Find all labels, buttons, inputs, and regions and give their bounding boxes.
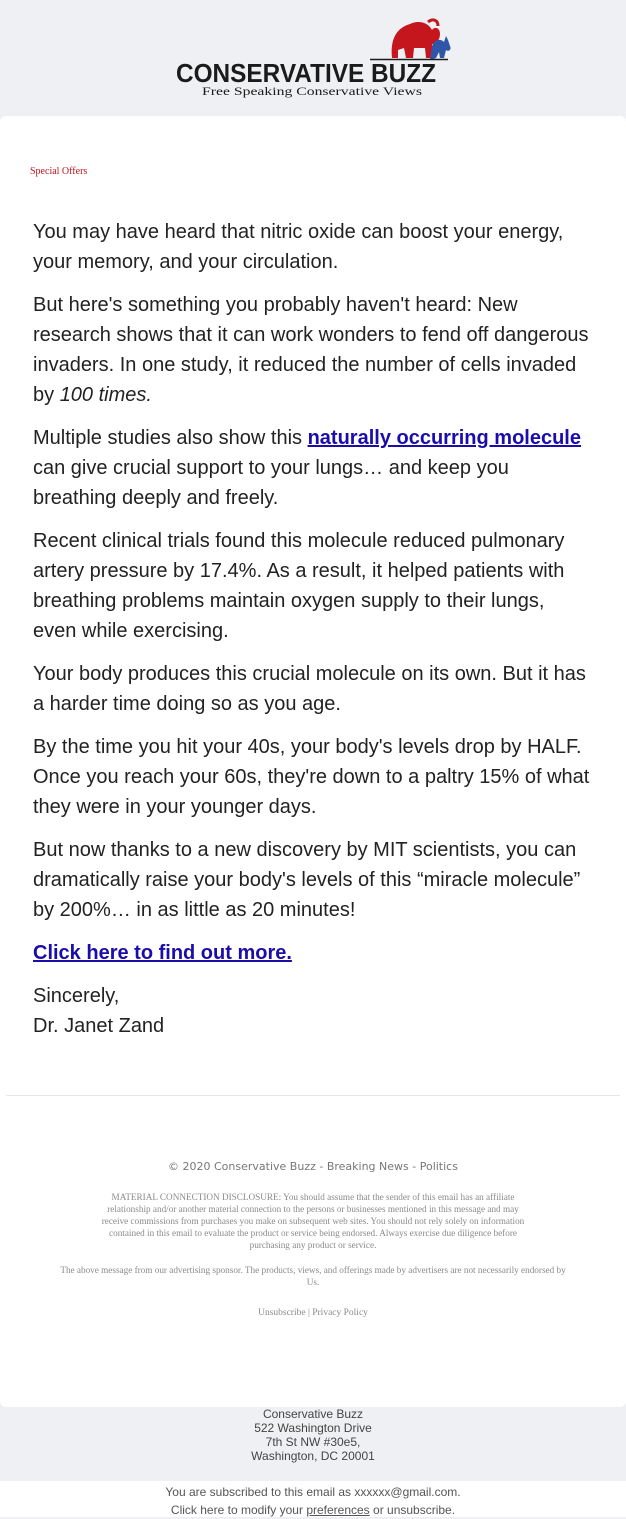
disclosure-text: MATERIAL CONNECTION DISCLOSURE: You should assume that the sender of this email has an affiliate relationship and/or another material connection to the persons or businesses mentioned in this message and may receive commissions from purchases you make on subsequent web sites. You should not rely solely on information contained in this email to evaluate the product or service being endorsed. Always exercise due diligence before purchasing any product or service. bbox=[101, 1192, 525, 1250]
preferences-link[interactable]: preferences bbox=[306, 1503, 370, 1517]
modify-text: Click here to modify your bbox=[170, 1503, 307, 1517]
sign-off bbox=[33, 981, 593, 1041]
paragraph: You may have heard that nitric oxide can boost your energy, your memory, and your circulation. bbox=[33, 221, 564, 273]
paragraph bbox=[33, 290, 593, 410]
footer-links bbox=[0, 1308, 626, 1318]
paragraph bbox=[33, 423, 593, 513]
modify-preferences-line bbox=[0, 1501, 626, 1519]
mailing-address bbox=[0, 1407, 626, 1463]
address-line: 7th St NW #30e5, bbox=[265, 1435, 361, 1449]
paragraph: But now thanks to a new discovery by MIT scientists, you can dramatically raise your body's levels of this “miracle molecule” by 200%… in as little as 20 minutes! bbox=[33, 839, 581, 921]
paragraph: By the time you hit your 40s, your body's levels drop by HALF. Once you reach your 60s, they're down to a paltry 15% of what they were in your younger days. bbox=[33, 736, 590, 818]
paragraph: Your body produces this crucial molecule on its own. But it has a harder time doing so as you age. bbox=[33, 663, 586, 715]
unsubscribe-link[interactable]: Unsubscribe bbox=[258, 1308, 306, 1318]
address-line: Washington, DC 20001 bbox=[251, 1449, 375, 1463]
unsubscribe-text: or unsubscribe. bbox=[369, 1503, 456, 1517]
emphasis-text: 100 times. bbox=[59, 384, 152, 406]
conservative-buzz-logo[interactable] bbox=[0, 0, 626, 116]
subscribed-as-text: You are subscribed to this email as xxxxxx@gmail.com. bbox=[165, 1485, 461, 1499]
molecule-link[interactable]: naturally occurring molecule bbox=[307, 427, 581, 449]
paragraph: Recent clinical trials found this molecule reduced pulmonary artery pressure by 17.4%. As a result, it helped patients with breathing problems maintain oxygen supply to their lungs, even while exercising. bbox=[33, 530, 565, 642]
paragraph-text: Multiple studies also show this bbox=[33, 427, 308, 449]
subscription-info bbox=[0, 1483, 626, 1519]
copyright-text: © 2020 Conservative Buzz - Breaking News - Politics bbox=[168, 1160, 458, 1173]
brand-tagline: Free Speaking Conservative Views bbox=[202, 86, 423, 98]
brand-name: CONSERVATIVE BUZZ bbox=[176, 58, 437, 88]
paragraph bbox=[33, 938, 593, 968]
signature-text: Dr. Janet Zand bbox=[33, 1015, 165, 1037]
closing-text: Sincerely, bbox=[33, 985, 120, 1007]
email-card bbox=[0, 116, 626, 1407]
paragraph-text: can give crucial support to your lungs… and keep you breathing deeply and freely. bbox=[33, 457, 509, 509]
address-line: Conservative Buzz bbox=[262, 1407, 364, 1421]
email-body bbox=[33, 217, 593, 1041]
address-line: 522 Washington Drive bbox=[254, 1421, 372, 1435]
footer-divider bbox=[6, 1095, 620, 1096]
paragraph-text: But here's something you probably haven't heard: New research shows that it can work wonders to fend off dangerous invaders. In one study, it reduced the number of cells invaded by bbox=[33, 294, 589, 406]
link-separator: | bbox=[305, 1308, 313, 1318]
find-out-more-link[interactable]: Click here to find out more. bbox=[33, 942, 292, 964]
email-header bbox=[0, 0, 626, 116]
sponsor-note: The above message from our advertising sponsor. The products, views, and offerings made by advertisers are not necessarily endorsed by Us. bbox=[60, 1265, 566, 1287]
preheader-label: Special Offers bbox=[30, 166, 88, 177]
privacy-policy-link[interactable]: Privacy Policy bbox=[312, 1308, 368, 1318]
